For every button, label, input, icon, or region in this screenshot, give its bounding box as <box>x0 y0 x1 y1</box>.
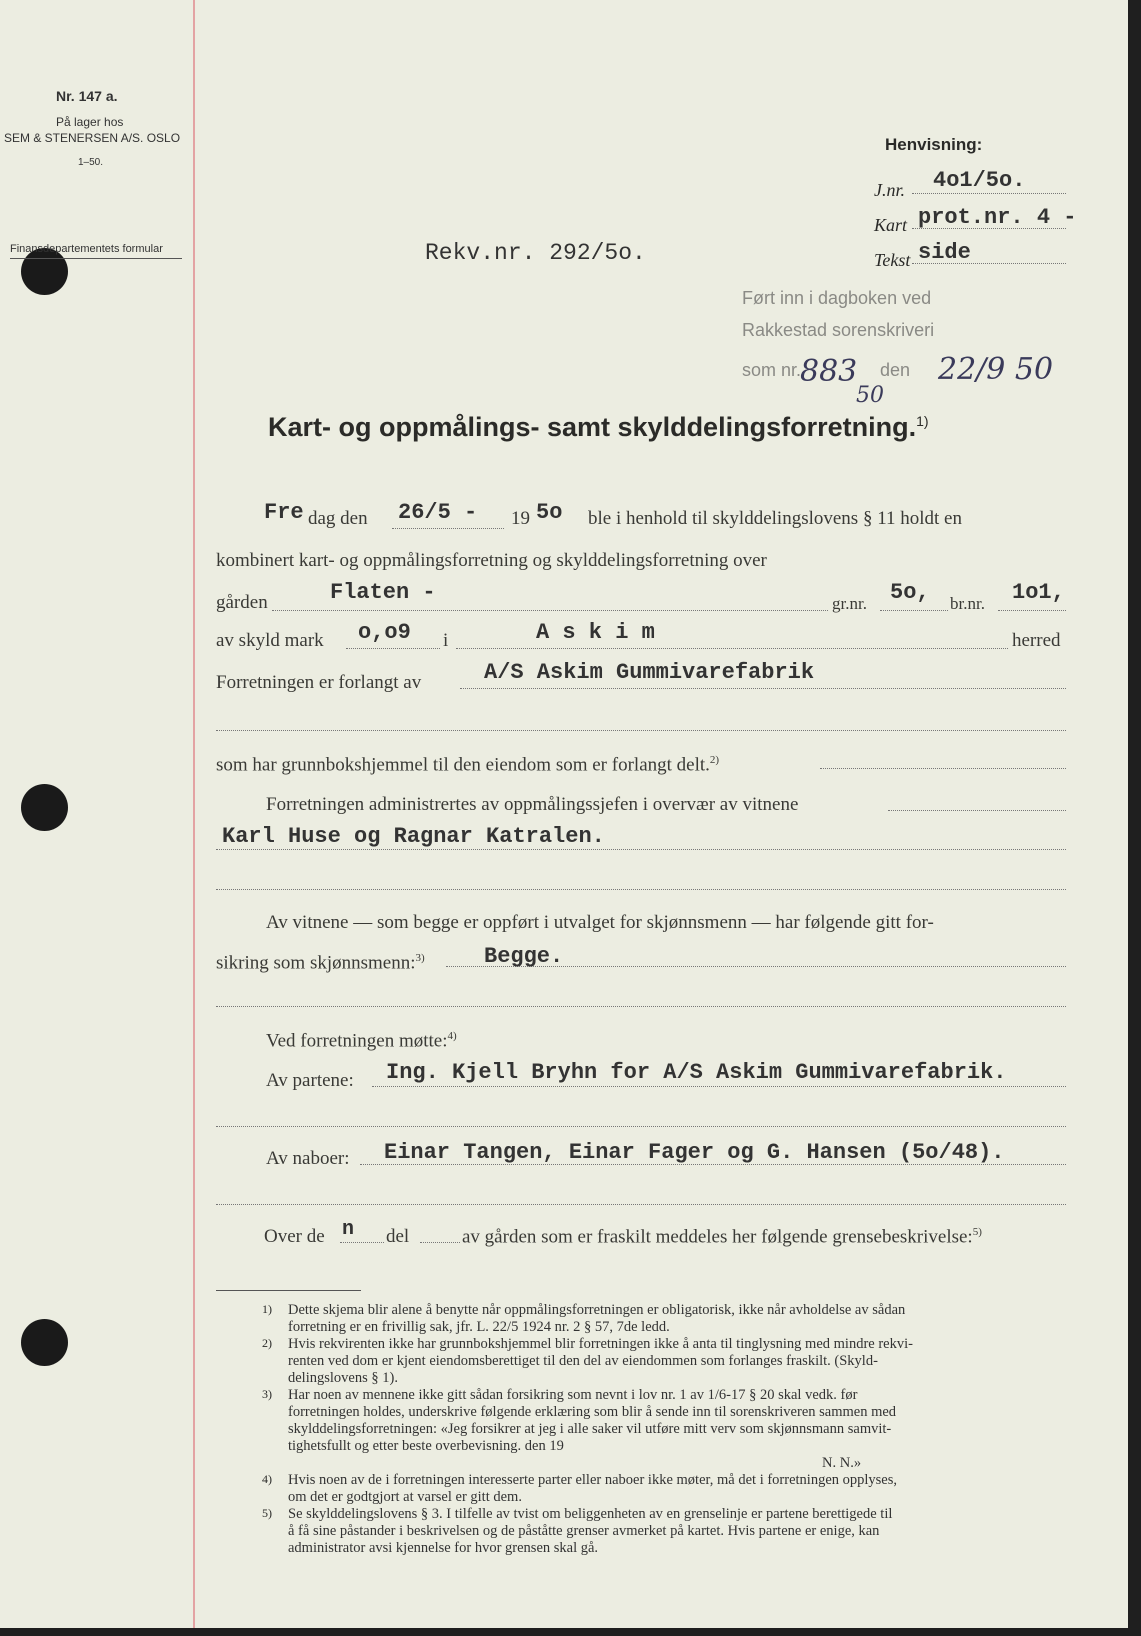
del-label: del <box>386 1226 410 1247</box>
blank-line <box>216 889 1066 890</box>
footnote-number: 4) <box>262 1472 272 1486</box>
punch-hole <box>21 1319 68 1366</box>
footnote-line: Har noen av mennene ikke gitt sådan forsikring som nevnt i lov nr. 1 av 1/6-17 § 20 skal vedk. før <box>288 1387 858 1403</box>
footnote-line: delingslovens § 1). <box>288 1370 398 1386</box>
footnote-number: 3) <box>262 1387 272 1401</box>
skyld-label: av skyld mark <box>216 630 324 651</box>
skyld-line <box>346 648 440 649</box>
year-value: 5o <box>536 500 563 525</box>
garden-label: gården <box>216 592 268 613</box>
stamp-line: den <box>880 360 911 380</box>
forlangt-label: Forretningen er forlangt av <box>216 672 422 693</box>
footnote-line: tighetsfullt og etter beste overbevisning. den 19 <box>288 1438 564 1454</box>
footnote-line: renten ved dom er kjent eiendomsberettiget til den del av eiendommen som forlanges fraskilt. (Skyld- <box>288 1353 878 1369</box>
footnote-number: 1) <box>262 1302 272 1316</box>
over-line <box>340 1242 384 1243</box>
print-date: 1–50. <box>78 157 104 168</box>
herred-line <box>456 648 1008 649</box>
brnr-line <box>998 610 1066 611</box>
skjonn-label: sikring som skjønnsmenn:$^{3)}$ <box>216 952 425 974</box>
admin-text: Forretningen administrertes av oppmålingssjefen i overvær av vitnene <box>266 794 799 815</box>
naboer-label: Av naboer: <box>266 1148 350 1169</box>
jnr-value: 4o1/5o. <box>933 168 1026 193</box>
stamp-line: Rakkestad sorenskriveri <box>742 320 935 340</box>
hjemmel-text: som har grunnbokshjemmel til den eiendom som er forlangt delt.$^{2)}$ <box>216 754 720 776</box>
margin-rule <box>193 0 195 1628</box>
blank-line <box>216 1006 1066 1007</box>
footnote-line: N. N.» <box>822 1455 862 1471</box>
footnote-line: forretningen holdes, underskrive følgende erklæring som blir å sende inn til sorenskriveren sammen med <box>288 1404 897 1420</box>
del-line <box>420 1242 460 1243</box>
grnr-line <box>880 610 948 611</box>
stock-line: På lager hos <box>56 115 124 129</box>
handwritten-date: 22/9 50 <box>938 352 1054 387</box>
punch-hole <box>21 784 68 831</box>
footnote-line: å få sine påstander i beskrivelsen og de påståtte grenser avmerket på kartet. Hvis partene er enige, kan <box>288 1523 880 1539</box>
ministry-label: Finansdepartementets formular <box>10 243 163 255</box>
footnote-line: Se skylddelingslovens § 3. I tilfelle av tvist om beliggenheten av en grenselinje er partene berettigede til <box>288 1506 893 1522</box>
skjonn-value: Begge. <box>484 944 564 969</box>
footnote-line: Hvis rekvirenten ikke har grunnbokshjemmel blir forretningen ikke å anta til tinglysning med mindre rekvi- <box>288 1336 913 1352</box>
handwritten-number: 883 <box>800 354 858 389</box>
weekday-value: Fre <box>264 500 304 525</box>
partene-label: Av partene: <box>266 1070 354 1091</box>
vitner-line <box>216 849 1066 850</box>
body-text: ble i henhold til skylddelingslovens § 11 holdt en <box>588 508 962 529</box>
kart-label: Kart <box>874 215 908 235</box>
ministry-rule <box>10 258 182 259</box>
dag-den-label: dag den <box>308 508 368 529</box>
date-line <box>392 528 504 529</box>
partene-value: Ing. Kjell Bryhn for A/S Askim Gummivarefabrik. <box>386 1060 1007 1085</box>
herred-value: A s k i m <box>536 620 655 645</box>
footnote-rule <box>216 1290 361 1291</box>
herred-label: herred <box>1012 630 1061 651</box>
partene-line <box>372 1086 1066 1087</box>
motte-text: Ved forretningen møtte:$^{4)}$ <box>266 1030 457 1052</box>
skyld-value: o,o9 <box>358 620 411 645</box>
handwritten-year: 50 <box>856 383 884 408</box>
document-heading: Kart- og oppmålings- samt skylddelingsforretning.$^{1)}$ <box>268 412 929 442</box>
garden-line <box>272 610 828 611</box>
brnr-label: br.nr. <box>950 594 985 613</box>
stamp-line: som nr. <box>742 360 802 380</box>
year-prefix: 19 <box>511 508 530 529</box>
blank-line <box>216 730 1066 731</box>
garden-value: Flaten - <box>330 580 436 605</box>
grnr-value: 5o, <box>890 580 930 605</box>
punch-hole <box>21 248 68 295</box>
footnote-number: 5) <box>262 1506 272 1520</box>
footnote-line: administrator avsi kjennelse for hvor grensen skal gå. <box>288 1540 599 1556</box>
over-value: n <box>342 1218 355 1241</box>
printer-name: SEM & STENERSEN A/S. OSLO <box>4 131 181 145</box>
admin-line <box>888 810 1066 811</box>
reference-title: Henvisning: <box>885 135 983 154</box>
footnote-number: 2) <box>262 1336 272 1350</box>
kart-value: prot.nr. 4 - <box>918 205 1077 230</box>
forlangt-value: A/S Askim Gummivarefabrik <box>484 660 815 685</box>
jnr-label: J.nr. <box>874 180 905 200</box>
footnote-line: Hvis noen av de i forretningen interesserte parter eller naboer ikke møter, må det i forretningen opplyses, <box>288 1472 898 1488</box>
blank-line <box>216 1204 1066 1205</box>
tekst-label: Tekst <box>874 250 911 270</box>
i-label: i <box>443 630 449 651</box>
skjonn-text: Av vitnene — som begge er oppført i utvalget for skjønnsmenn — har følgende gitt for- <box>266 912 934 933</box>
blank-line <box>216 1126 1066 1127</box>
naboer-value: Einar Tangen, Einar Fager og G. Hansen (5o/48). <box>384 1140 1005 1165</box>
body-text: kombinert kart- og oppmålingsforretning og skylddelingsforretning over <box>216 550 767 571</box>
grnr-label: gr.nr. <box>832 594 867 613</box>
over-text: av gården som er fraskilt meddeles her følgende grensebeskrivelse:$^{5)}$ <box>462 1226 982 1248</box>
rekv-number: Rekv.nr. 292/5o. <box>425 240 646 266</box>
form-number: Nr. 147 a. <box>56 88 118 104</box>
footnote-line: Dette skjema blir alene å benytte når oppmålingsforretningen er obligatorisk, ikke når avholdelse av sådan <box>288 1302 906 1318</box>
footnote-line: forretning er en frivillig sak, jfr. L. 22/5 1924 nr. 2 § 57, 7de ledd. <box>288 1319 670 1335</box>
tekst-value: side <box>918 240 971 265</box>
brnr-value: 1o1, <box>1012 580 1065 605</box>
over-label: Over de <box>264 1226 325 1247</box>
date-value: 26/5 - <box>398 500 478 525</box>
hjemmel-line <box>820 768 1066 769</box>
forlangt-line <box>460 688 1066 689</box>
vitner-value: Karl Huse og Ragnar Katralen. <box>222 824 605 849</box>
jnr-line <box>912 193 1066 194</box>
footnote-line: om det er godtgjort at varsel er gitt dem. <box>288 1489 522 1505</box>
footnote-line: skylddelingsforretningen: «Jeg forsikrer at jeg i alle saker vil utføre mitt verv som skjønnsmann samvit- <box>288 1421 892 1437</box>
stamp-line: Ført inn i dagboken ved <box>742 288 932 308</box>
